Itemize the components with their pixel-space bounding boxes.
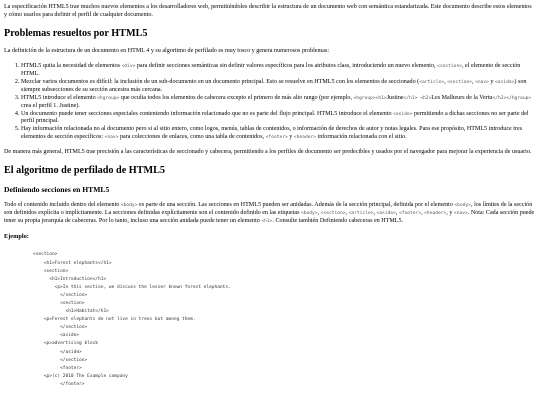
- problem-item-4: 4. Un documento puede tener secciones especiales conteniendo información relacionado que no es parte del flujo principal. HTML5 introduce el elemento <aside> permitiendo a dichas secciones no ser parte del perfil principal.: [21, 111, 536, 127]
- sections-paragraph: Todo el contenido incluido dentro del elemento <body> es parte de una sección. Las secciones en HTML5 pueden ser anidadas. Además de la sección principal, definida por el elemento <body>, los límites de la sección son definidos explícita o implícitamente. La secciones definidas explícitamente son el contenido definido en las etiquetas <body>, <section>, <article>, <aside>, <footer>, <header>, y <nav>. Nota: Cada sección puede tener su propia jerarquía de cabeceras. Por lo tanto, incluso una sección anidada puede tener un elemento <h1>. Consulte también Definiendo cabeceras en HTML5.: [4, 202, 535, 225]
- problem-item-1: 1. HTML5 quita la necesidad de elementos <div> para definir secciones semánticas sin definir valores específicos para los atributos class, introduciendo un nuevo elemento, <section>, el elemento de sección HTML.: [21, 63, 536, 79]
- problems-list: [4, 63, 536, 142]
- sections-subheading: Definiendo secciones en HTML5: [4, 185, 110, 195]
- intro-paragraph: La especificación HTML5 trae muchos nuevos elementos a los desarrolladores web, permitiéndoles describir la estructura de un documento web con semántica estandarizada. Este documento describe estos elementos y cómo usarlos para definir el perfil de cualquier documento.: [4, 4, 532, 18]
- problem-item-5: 5. Hay información relacionada no al documento pero si al sitio entero, como logos, menús, tablas de contenidos, o información de derechos de autor y notas legales. Para ese propósito, HTML5 introduce tres elementos de sección específicos: <nav> para colecciones de enlaces, como una tabla de contenidos, <footer> y <header> información relacionada con el sitio.: [21, 126, 536, 142]
- example-label: Ejemplo:: [4, 233, 29, 241]
- problems-heading: Problemas resueltos por HTML5: [4, 27, 148, 39]
- problems-lead: La definición de la estructura de un documento en HTML 4 y su algoritmo de perfilado es muy tosco y genera numerosos problemas:: [4, 48, 330, 55]
- problem-item-3: 3. HTML5 introduce el elemento <hgroup> que oculta todos los elementos de cabecera excepto el primero de más alto rango (por ejemplo, <hgroup><h1>Justine</h1> <h2>Les Malheurs de la Vertu</h2></hgroup> crea el perfil 1. Justine).: [21, 95, 536, 111]
- problem-item-2: 2. Mezclar varios documentos es difícil: la inclusión de un sub-documento en un documento principal. Esto se resuelve en HTML5 con los elementos de seccionado (<article>, <section>, <nav> y <aside>) son siempre subsecciones de su sección ancestra más cercana.: [21, 79, 536, 95]
- example-code-block: <section> <h1>Forest elephants</h1> <section> <h1>Introduction</h1> <p>In this section, we discuss the lesser known forest elephants. </section> <section> <h1>Habitat</h1> <p>Forest elephants do not live in trees but among them. </section> <aside> <p>advertising block </aside> </section> <footer> <p>(c) 2010 The Example company </footer>: [33, 252, 231, 387]
- problems-conclusion: De manera más general, HTML5 trae precisión a las características de seccionado y cabecera, permitiendo a los perfiles de documento ser predecibles y usados por el navegador para mejorar la experiencia de usuario.: [4, 149, 532, 156]
- algorithm-heading: El algoritmo de perfilado de HTML5: [4, 165, 166, 177]
